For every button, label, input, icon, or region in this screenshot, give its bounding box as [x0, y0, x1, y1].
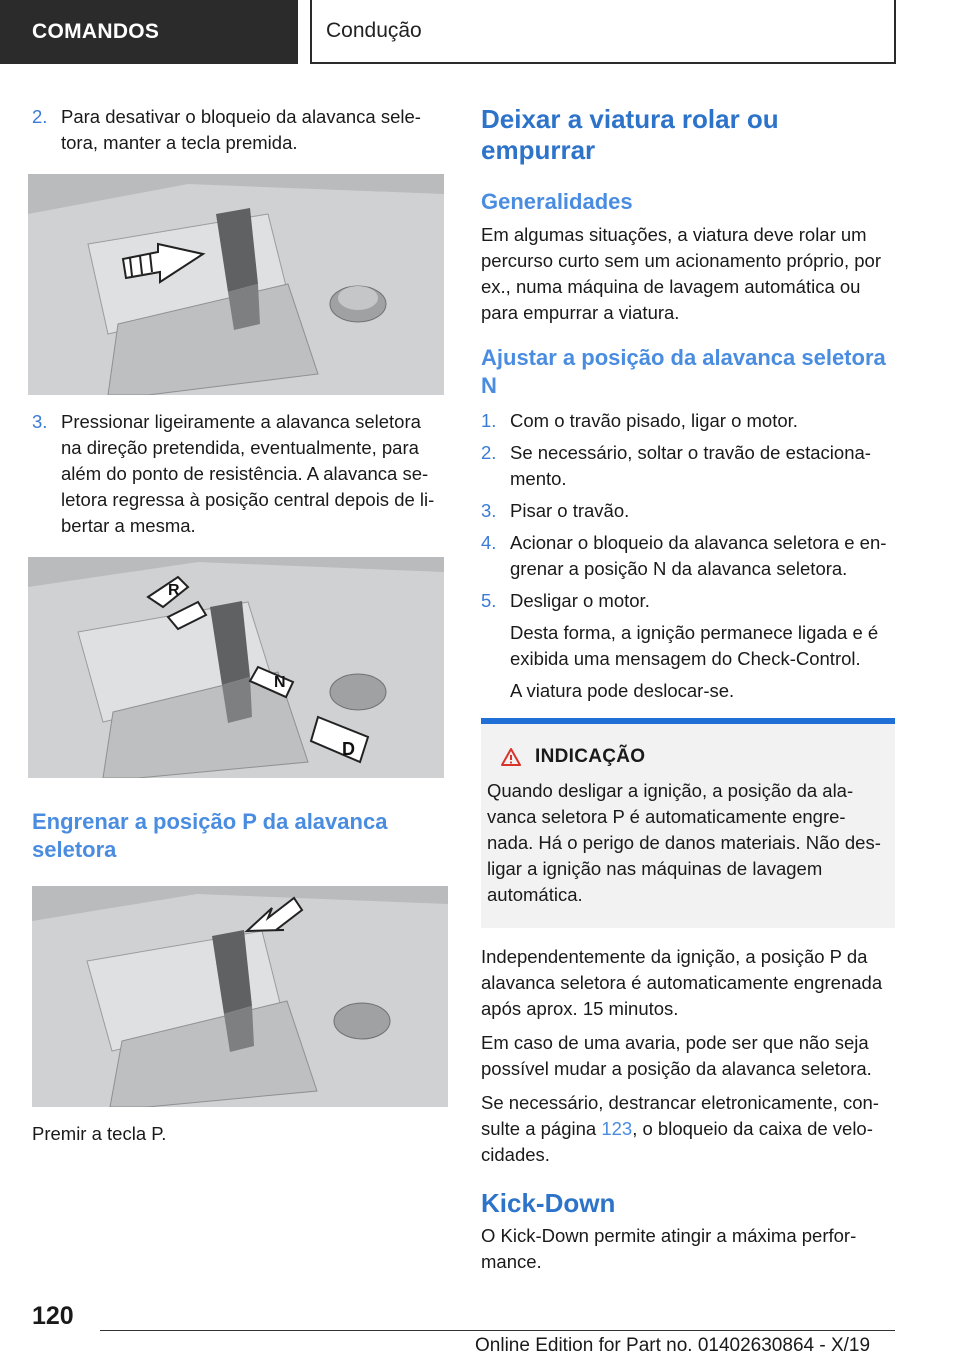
- heading-kickdown: Kick-Down: [481, 1188, 616, 1218]
- notice-title: INDICAÇÃO: [535, 746, 646, 767]
- paragraph-auto-p: Independentemente da ignição, a posição P da alavanca seletora é automaticamente engrenada após aprox. 15 minutos.: [481, 946, 883, 1019]
- left-column: [32, 104, 444, 1155]
- step-text: Se necessário, soltar o travão de estaciona-mento.: [510, 442, 871, 489]
- heading-engage-p: Engrenar a posição P da alavanca seletora: [32, 809, 388, 862]
- list-item: [481, 498, 895, 524]
- p-button-illustration: [32, 886, 448, 1107]
- premir-instruction: Premir a tecla P.: [32, 1123, 167, 1144]
- warning-icon: [501, 747, 521, 767]
- label-r: R: [168, 582, 180, 599]
- heading-adjust-n: Ajustar a posição da alavanca seletora N: [481, 345, 886, 398]
- step-text: Pisar o travão.: [510, 500, 630, 521]
- label-d: D: [342, 739, 355, 759]
- notice-box: [481, 718, 895, 928]
- right-column: [481, 104, 895, 1283]
- step-number: 2.: [32, 106, 48, 127]
- paragraph-unlock: [481, 1090, 895, 1168]
- paragraph-failure: Em caso de uma avaria, pode ser que não seja possível mudar a posição da alavanca seletora.: [481, 1032, 872, 1079]
- list-item: [481, 440, 895, 492]
- step-5-note: Desta forma, a ignição permanece ligada e é exibida uma mensagem do Check-Control.: [510, 622, 879, 669]
- list-item: [481, 530, 895, 582]
- notice-text: Quando desligar a ignição, a posição da ala-vanca seletora P é automaticamente engre-nada. Há o perigo de danos materiais. Não des-ligar a ignição nas máquinas de lavagem automática.: [487, 780, 881, 905]
- footer-divider: [100, 1330, 895, 1331]
- step-number: 5.: [481, 590, 497, 611]
- section-title: COMANDOS: [0, 0, 298, 64]
- gear-lever-illustration: [28, 174, 444, 395]
- edition-info: Online Edition for Part no. 01402630864 - X/19: [475, 1335, 871, 1356]
- step-text: Com o travão pisado, ligar o motor.: [510, 410, 798, 431]
- list-item: [481, 408, 895, 434]
- step-3: [32, 409, 444, 539]
- page-header: [0, 0, 960, 66]
- step-text: Desligar o motor.: [510, 590, 650, 611]
- list-item: [481, 588, 895, 614]
- general-text: Em algumas situações, a viatura deve rolar um percurso curto sem um acionamento próprio, por ex., numa máquina de lavagem automática ou para empurrar a viatura.: [481, 224, 881, 323]
- step-number: 3.: [481, 500, 497, 521]
- kickdown-text: O Kick-Down permite atingir a máxima perfor-mance.: [481, 1225, 857, 1272]
- gear-positions-illustration: [28, 557, 444, 778]
- label-n: N: [274, 674, 286, 691]
- figure-gear-lever-unlock: [28, 174, 444, 395]
- notice-header: [487, 744, 889, 770]
- step-number: 1.: [481, 410, 497, 431]
- paragraph-unlock-before: Se necessário, destrancar eletronicamente, con-sulte a página: [481, 1092, 879, 1139]
- figure-p-button: [32, 886, 448, 1107]
- chapter-title: Condução: [310, 0, 896, 64]
- step-text: Acionar o bloqueio da alavanca seletora e en-grenar a posição N da alavanca seletora.: [510, 532, 887, 579]
- figure-gear-lever-positions: [28, 557, 444, 778]
- heading-roll-push: Deixar a viatura rolar ou empurrar: [481, 104, 779, 165]
- step-number: 4.: [481, 532, 497, 553]
- step-text: Pressionar ligeiramente a alavanca seletora na direção pretendida, eventualmente, para além do ponto de resistência. A alavanca se-letora regressa à posição central depois de li-bertar a mesma.: [61, 411, 435, 536]
- step-2: [32, 104, 444, 156]
- step-5-note-2: A viatura pode deslocar-se.: [510, 680, 735, 701]
- heading-general: Generalidades: [481, 189, 633, 214]
- paragraph-unlock-after: , o bloqueio da caixa de velo-cidades.: [481, 1118, 873, 1165]
- step-number: 3.: [32, 411, 48, 432]
- step-text: Para desativar o bloqueio da alavanca sele-tora, manter a tecla premida.: [61, 106, 421, 153]
- step-number: 2.: [481, 442, 497, 463]
- page-link[interactable]: 123: [601, 1118, 633, 1139]
- page-number: 120: [32, 1302, 74, 1330]
